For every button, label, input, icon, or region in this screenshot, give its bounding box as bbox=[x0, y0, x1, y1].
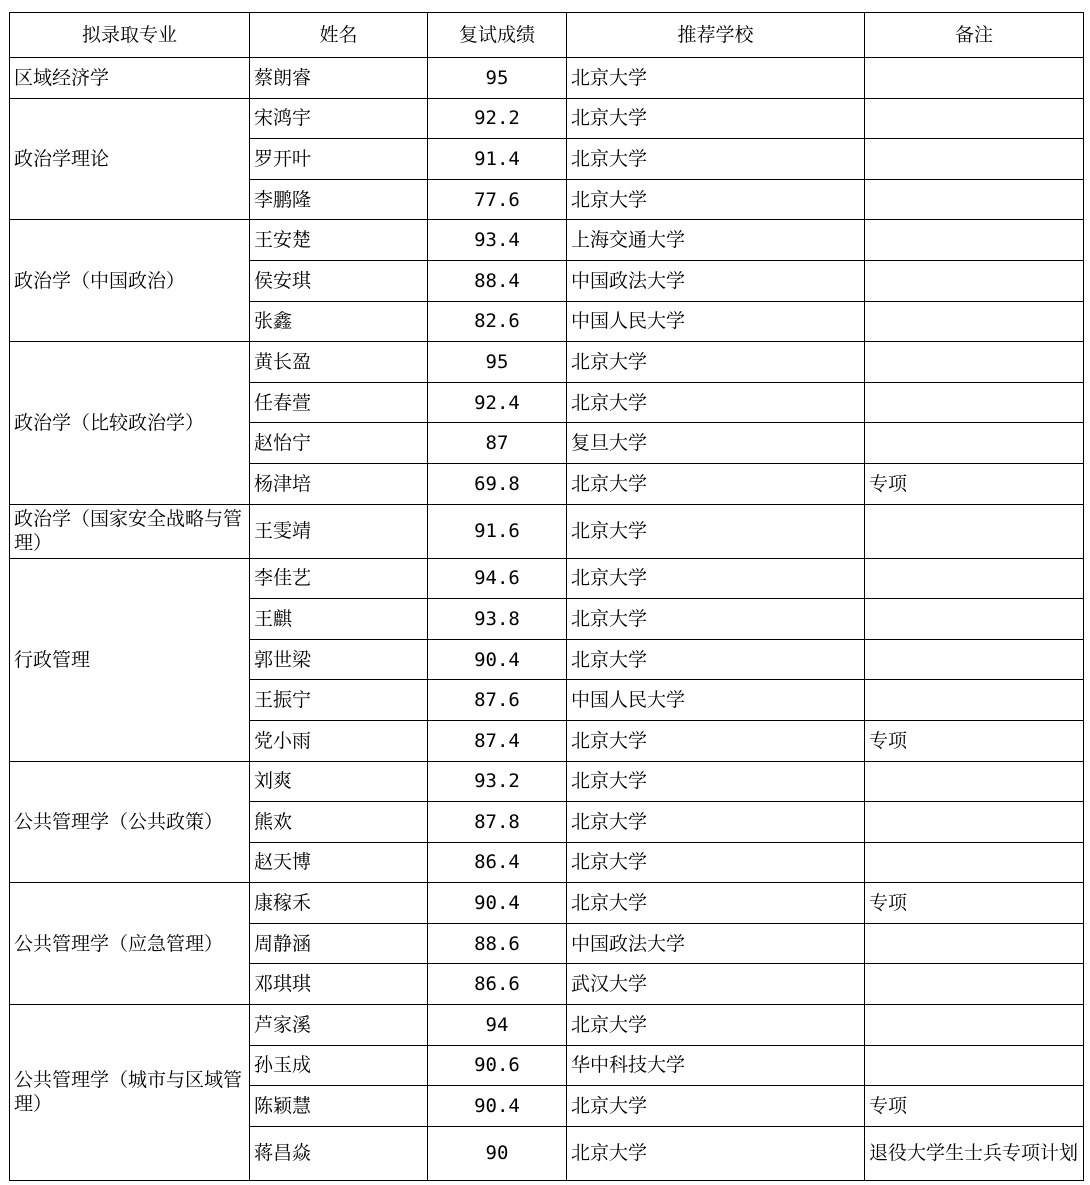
note-cell bbox=[865, 639, 1084, 680]
score-cell: 93.8 bbox=[428, 599, 567, 640]
school-cell: 北京大学 bbox=[567, 883, 865, 924]
header-row bbox=[10, 13, 1084, 58]
admission-table bbox=[9, 12, 1084, 1181]
table-row bbox=[10, 58, 1084, 99]
header-major: 拟录取专业 bbox=[10, 13, 250, 58]
score-cell: 95 bbox=[428, 58, 567, 99]
name-cell: 孙玉成 bbox=[250, 1045, 428, 1086]
school-cell: 北京大学 bbox=[567, 342, 865, 383]
school-cell: 北京大学 bbox=[567, 139, 865, 180]
note-cell bbox=[865, 842, 1084, 883]
score-cell: 87.4 bbox=[428, 720, 567, 761]
school-cell: 北京大学 bbox=[567, 720, 865, 761]
name-cell: 芦家溪 bbox=[250, 1005, 428, 1046]
major-cell: 政治学（比较政治学） bbox=[10, 342, 250, 504]
score-cell: 87.6 bbox=[428, 680, 567, 721]
school-cell: 中国政法大学 bbox=[567, 923, 865, 964]
score-cell: 93.4 bbox=[428, 220, 567, 261]
table-row bbox=[10, 220, 1084, 261]
score-cell: 94 bbox=[428, 1005, 567, 1046]
school-cell: 北京大学 bbox=[567, 558, 865, 599]
major-cell: 行政管理 bbox=[10, 558, 250, 761]
score-cell: 90 bbox=[428, 1126, 567, 1180]
note-cell bbox=[865, 802, 1084, 843]
score-cell: 90.6 bbox=[428, 1045, 567, 1086]
table-row bbox=[10, 98, 1084, 139]
name-cell: 赵怡宁 bbox=[250, 423, 428, 464]
name-cell: 康稼禾 bbox=[250, 883, 428, 924]
name-cell: 杨津培 bbox=[250, 463, 428, 504]
name-cell: 侯安琪 bbox=[250, 260, 428, 301]
score-cell: 92.2 bbox=[428, 98, 567, 139]
major-cell: 公共管理学（公共政策） bbox=[10, 761, 250, 883]
name-cell: 李佳艺 bbox=[250, 558, 428, 599]
name-cell: 蔡朗睿 bbox=[250, 58, 428, 99]
note-cell: 专项 bbox=[865, 720, 1084, 761]
school-cell: 华中科技大学 bbox=[567, 1045, 865, 1086]
score-cell: 91.6 bbox=[428, 504, 567, 558]
table-row bbox=[10, 1005, 1084, 1046]
name-cell: 黄长盈 bbox=[250, 342, 428, 383]
school-cell: 北京大学 bbox=[567, 599, 865, 640]
note-cell bbox=[865, 423, 1084, 464]
score-cell: 91.4 bbox=[428, 139, 567, 180]
name-cell: 刘爽 bbox=[250, 761, 428, 802]
header-note: 备注 bbox=[865, 13, 1084, 58]
school-cell: 北京大学 bbox=[567, 382, 865, 423]
table-row bbox=[10, 883, 1084, 924]
school-cell: 北京大学 bbox=[567, 1005, 865, 1046]
score-cell: 92.4 bbox=[428, 382, 567, 423]
note-cell bbox=[865, 504, 1084, 558]
school-cell: 复旦大学 bbox=[567, 423, 865, 464]
note-cell bbox=[865, 342, 1084, 383]
note-cell: 专项 bbox=[865, 1086, 1084, 1127]
name-cell: 罗开叶 bbox=[250, 139, 428, 180]
score-cell: 82.6 bbox=[428, 301, 567, 342]
school-cell: 北京大学 bbox=[567, 179, 865, 220]
major-cell: 政治学（中国政治） bbox=[10, 220, 250, 342]
major-cell: 政治学理论 bbox=[10, 98, 250, 220]
table-row bbox=[10, 342, 1084, 383]
name-cell: 郭世梁 bbox=[250, 639, 428, 680]
score-cell: 95 bbox=[428, 342, 567, 383]
note-cell: 专项 bbox=[865, 463, 1084, 504]
score-cell: 90.4 bbox=[428, 639, 567, 680]
note-cell bbox=[865, 220, 1084, 261]
note-cell bbox=[865, 680, 1084, 721]
school-cell: 北京大学 bbox=[567, 504, 865, 558]
score-cell: 87.8 bbox=[428, 802, 567, 843]
major-cell: 公共管理学（应急管理） bbox=[10, 883, 250, 1005]
name-cell: 张鑫 bbox=[250, 301, 428, 342]
name-cell: 熊欢 bbox=[250, 802, 428, 843]
school-cell: 中国政法大学 bbox=[567, 260, 865, 301]
note-cell bbox=[865, 382, 1084, 423]
score-cell: 88.6 bbox=[428, 923, 567, 964]
major-cell: 政治学（国家安全战略与管理） bbox=[10, 504, 250, 558]
note-cell bbox=[865, 558, 1084, 599]
score-cell: 90.4 bbox=[428, 1086, 567, 1127]
note-cell bbox=[865, 599, 1084, 640]
major-cell: 公共管理学（城市与区域管理） bbox=[10, 1005, 250, 1181]
score-cell: 93.2 bbox=[428, 761, 567, 802]
name-cell: 周静涵 bbox=[250, 923, 428, 964]
school-cell: 北京大学 bbox=[567, 58, 865, 99]
name-cell: 王雯靖 bbox=[250, 504, 428, 558]
name-cell: 蒋昌焱 bbox=[250, 1126, 428, 1180]
note-cell: 专项 bbox=[865, 883, 1084, 924]
header-school: 推荐学校 bbox=[567, 13, 865, 58]
name-cell: 赵天博 bbox=[250, 842, 428, 883]
school-cell: 北京大学 bbox=[567, 761, 865, 802]
school-cell: 北京大学 bbox=[567, 1126, 865, 1180]
name-cell: 李鹏隆 bbox=[250, 179, 428, 220]
name-cell: 王安楚 bbox=[250, 220, 428, 261]
score-cell: 86.4 bbox=[428, 842, 567, 883]
note-cell bbox=[865, 761, 1084, 802]
note-cell bbox=[865, 179, 1084, 220]
note-cell bbox=[865, 58, 1084, 99]
table-row bbox=[10, 558, 1084, 599]
note-cell bbox=[865, 301, 1084, 342]
name-cell: 王振宁 bbox=[250, 680, 428, 721]
score-cell: 88.4 bbox=[428, 260, 567, 301]
note-cell bbox=[865, 1045, 1084, 1086]
school-cell: 北京大学 bbox=[567, 802, 865, 843]
score-cell: 86.6 bbox=[428, 964, 567, 1005]
note-cell bbox=[865, 964, 1084, 1005]
school-cell: 武汉大学 bbox=[567, 964, 865, 1005]
school-cell: 上海交通大学 bbox=[567, 220, 865, 261]
school-cell: 北京大学 bbox=[567, 639, 865, 680]
major-cell: 区域经济学 bbox=[10, 58, 250, 99]
school-cell: 中国人民大学 bbox=[567, 301, 865, 342]
score-cell: 94.6 bbox=[428, 558, 567, 599]
score-cell: 90.4 bbox=[428, 883, 567, 924]
name-cell: 宋鸿宇 bbox=[250, 98, 428, 139]
header-name: 姓名 bbox=[250, 13, 428, 58]
school-cell: 北京大学 bbox=[567, 463, 865, 504]
note-cell bbox=[865, 923, 1084, 964]
note-cell bbox=[865, 98, 1084, 139]
header-score: 复试成绩 bbox=[428, 13, 567, 58]
note-cell: 退役大学生士兵专项计划 bbox=[865, 1126, 1084, 1180]
name-cell: 王麒 bbox=[250, 599, 428, 640]
school-cell: 北京大学 bbox=[567, 1086, 865, 1127]
school-cell: 北京大学 bbox=[567, 842, 865, 883]
note-cell bbox=[865, 139, 1084, 180]
score-cell: 87 bbox=[428, 423, 567, 464]
school-cell: 中国人民大学 bbox=[567, 680, 865, 721]
table-body bbox=[10, 58, 1084, 1181]
name-cell: 陈颖慧 bbox=[250, 1086, 428, 1127]
name-cell: 邓琪琪 bbox=[250, 964, 428, 1005]
table-row bbox=[10, 761, 1084, 802]
school-cell: 北京大学 bbox=[567, 98, 865, 139]
name-cell: 党小雨 bbox=[250, 720, 428, 761]
table-row bbox=[10, 504, 1084, 558]
note-cell bbox=[865, 260, 1084, 301]
name-cell: 任春萱 bbox=[250, 382, 428, 423]
score-cell: 69.8 bbox=[428, 463, 567, 504]
note-cell bbox=[865, 1005, 1084, 1046]
score-cell: 77.6 bbox=[428, 179, 567, 220]
